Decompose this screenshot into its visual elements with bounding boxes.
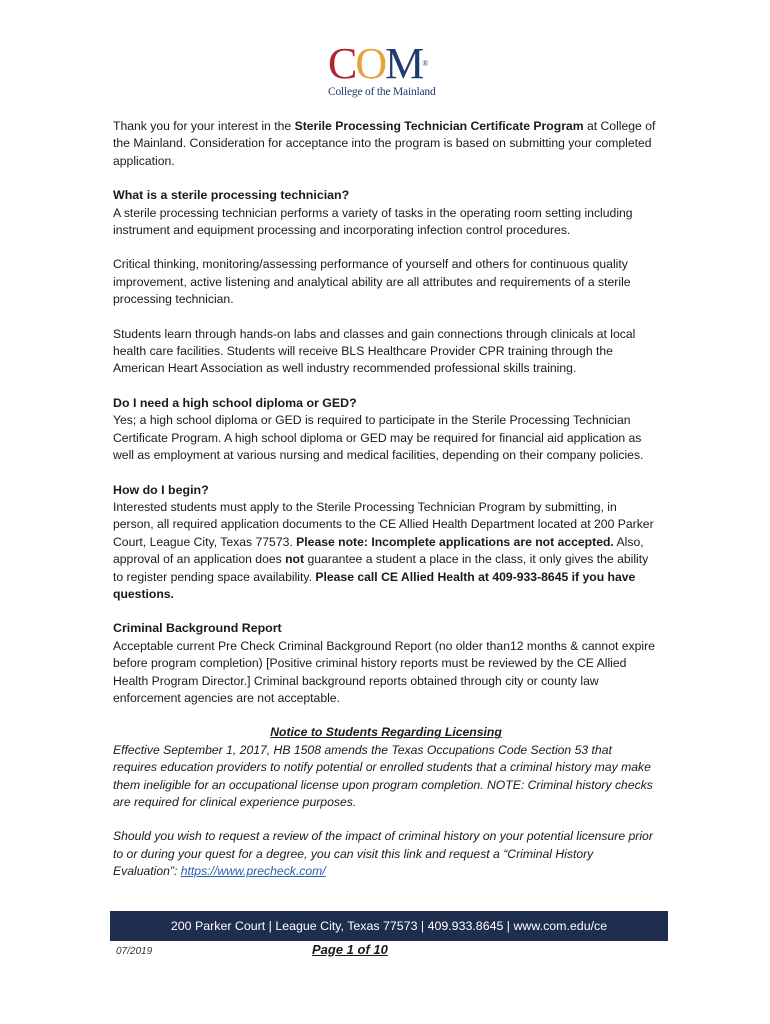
logo-mark: COM® [328,39,429,88]
incomplete-notice: Please note: Incomplete applications are not accepted. [296,534,614,549]
criminal-heading: Criminal Background Report [113,621,282,636]
intro-paragraph: Thank you for your interest in the Sterile Processing Technician Certificate Program at College of the Mainland. Consideration for acceptance into the program is based on submitting your completed application. [113,119,656,168]
precheck-link[interactable]: https://www.precheck.com/ [180,864,326,879]
footer-address-bar: 200 Parker Court | League City, Texas 77573 | 409.933.8645 | www.com.edu/ce [110,911,668,941]
diploma-heading: Do I need a high school diploma or GED? [113,395,357,410]
what-paragraph-3: Students learn through hands-on labs and classes and gain connections through clinicals at local health care facilities. Students will receive BLS Healthcare Provider CPR training through the American Heart Association as well industry recommended professional skills training. [113,326,636,376]
what-heading: What is a sterile processing technician? [113,188,350,203]
notice-paragraph-1: Effective September 1, 2017, HB 1508 amends the Texas Occupations Code Section 53 that requires education providers to notify potential or enrolled students that a criminal history may make them ineligible for an occupational license upon program completion. NOTE: Criminal history checks are required for clinical experience purposes. [113,742,653,809]
what-paragraph-2: Critical thinking, monitoring/assessing performance of yourself and others for continuous quality improvement, active listening and analytical ability are all attributes and requirements of a sterile processing technician. [113,257,631,307]
contact-notice: Please call CE Allied Health at 409-933-8645 if you have questions. [113,569,636,601]
notice-title: Notice to Students Regarding Licensing [270,725,502,740]
notice-paragraph-2: Should you wish to request a review of the impact of criminal history on your potential licensure prior to or during your quest for a degree, you can visit this link and request a “Criminal History Evaluation”: https://www.precheck.com/ [113,829,653,879]
begin-paragraph: Interested students must apply to the Sterile Processing Technician Program by submitting, in person, all required application documents to the CE Allied Health Department located at 200 Parker Court, League City, Texas 77573. Please note: Incomplete applications are not accepted. Also, approval of an application does not guarantee a student a place in the class, it only gives the ability to register pending space availability. Please call CE Allied Health at 409-933-8645 if you have questions. [113,499,654,601]
program-name: Sterile Processing Technician Certificate Program [294,119,584,133]
college-logo [328,39,448,100]
revision-date: 07/2019 [116,946,153,957]
begin-heading: How do I begin? [113,482,209,497]
diploma-paragraph: Yes; a high school diploma or GED is required to participate in the Sterile Processing Technician Certificate Program. A high school diploma or GED may be required for financial aid application as well as employment at various nursing and medical facilities, depending on their company policies. [113,413,644,463]
logo-subtitle: College of the Mainland [328,86,436,98]
what-paragraph-1: A sterile processing technician performs a variety of tasks in the operating room setting including instrument and equipment processing and incorporating infection control procedures. [113,205,633,238]
criminal-paragraph: Acceptable current Pre Check Criminal Background Report (no older than12 months & cannot expire before program completion) [Positive criminal history reports must be reviewed by the CE Allied Health Program Director.] Criminal background reports obtained through city or county law enforcement agencies are not acceptable. [113,638,655,705]
document-body [113,118,659,898]
page-number: Page 1 of 10 [312,942,388,957]
